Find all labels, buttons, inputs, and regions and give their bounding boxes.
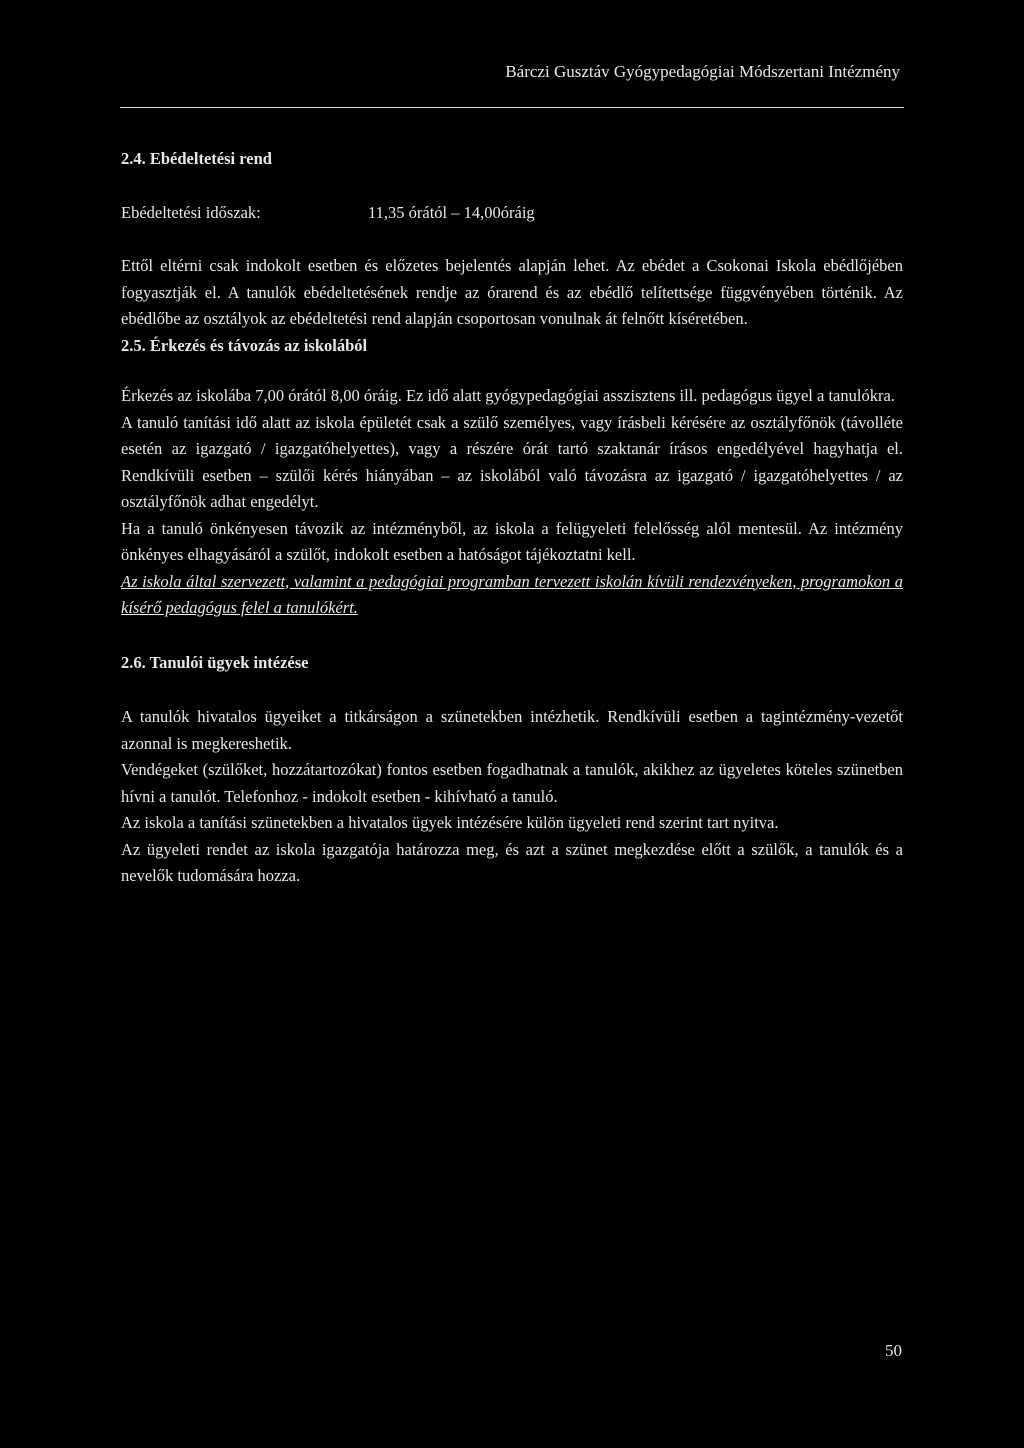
header-divider: [120, 107, 904, 108]
page-number: 50: [885, 1341, 902, 1360]
section-2-5-paragraph: A tanuló tanítási idő alatt az iskola épületét csak a szülő személyes, vagy írásbeli kérésére az osztályfőnök (távolléte esetén az igazgató / igazgatóhelyettes), vagy a részére órát tartó szaktanár írásos engedélyével hagyhatja el. Rendkívüli esetben – szülői kérés hiányában – az iskolából való távozásra az igazgató / igazgatóhelyettes / az osztályfőnök adhat engedélyt.: [121, 412, 903, 511]
section-2-6-paragraph: Vendégeket (szülőket, hozzátartozókat) fontos esetben fogadhatnak a tanulók, akikhez az ügyeletes köteles szünetben hívni a tanulót. Telefonhoz - indokolt esetben - kihívható a tanuló.: [121, 760, 903, 806]
lunch-period-row: [121, 200, 903, 227]
document-body: [121, 146, 903, 890]
lunch-period-label: Ebédeltetési időszak:: [121, 202, 261, 222]
running-header: Bárczi Gusztáv Gyógypedagógiai Módszertani Intézmény: [505, 62, 900, 81]
section-2-4-paragraph: Ettől eltérni csak indokolt esetben és előzetes bejelentés alapján lehet. Az ebédet a Csokonai Iskola ebédlőjében fogyasztják el. A tanulók ebédeltetésének rendje az órarend és az ebédlő telítettsége függvényében történik. Az ebédlőbe az osztályok az ebédeltetési rend alapján csoportosan vonulnak át felnőtt kíséretében.: [121, 256, 903, 328]
section-2-5-italic-note: Az iskola által szervezett, valamint a pedagógiai programban tervezett iskolán kívüli rendezvényeken, programokon a kísérő pedagógus felel a tanulókért.: [121, 571, 903, 617]
section-2-6-paragraph: Az iskola a tanítási szünetekben a hivatalos ügyek intézésére külön ügyeleti rend szerint tart nyitva.: [121, 813, 779, 832]
section-2-5-paragraph: Ha a tanuló önkényesen távozik az intézményből, az iskola a felügyeleti felelősség alól mentesül. Az intézmény önkényes elhagyásáról a szülőt, indokolt esetben a hatóságot tájékoztatni kell.: [121, 518, 903, 564]
spacer: [121, 622, 903, 650]
lunch-period-value: 11,35 órától – 14,00óráig: [368, 202, 535, 222]
spacer: [121, 676, 903, 704]
section-2-6-heading: 2.6. Tanulói ügyek intézése: [121, 652, 309, 672]
section-2-5-paragraph: Érkezés az iskolába 7,00 órától 8,00 óráig. Ez idő alatt gyógypedagógiai asszisztens ill. pedagógus ügyel a tanulókra.: [121, 386, 895, 405]
section-2-6-paragraph: Az ügyeleti rendet az iskola igazgatója határozza meg, és azt a szünet megkezdése előtt a szülők, a tanulók és a nevelők tudomására hozza.: [121, 839, 903, 885]
section-2-4-heading: 2.4. Ebédeltetési rend: [121, 149, 272, 168]
section-2-5-heading: 2.5. Érkezés és távozás az iskolából: [121, 335, 368, 355]
spacer: [121, 173, 903, 200]
spacer: [121, 226, 903, 253]
spacer: [121, 359, 903, 383]
section-2-6-paragraph: A tanulók hivatalos ügyeiket a titkárságon a szünetekben intézhetik. Rendkívüli esetben a tagintézmény-vezetőt azonnal is megkereshetik.: [121, 707, 903, 753]
